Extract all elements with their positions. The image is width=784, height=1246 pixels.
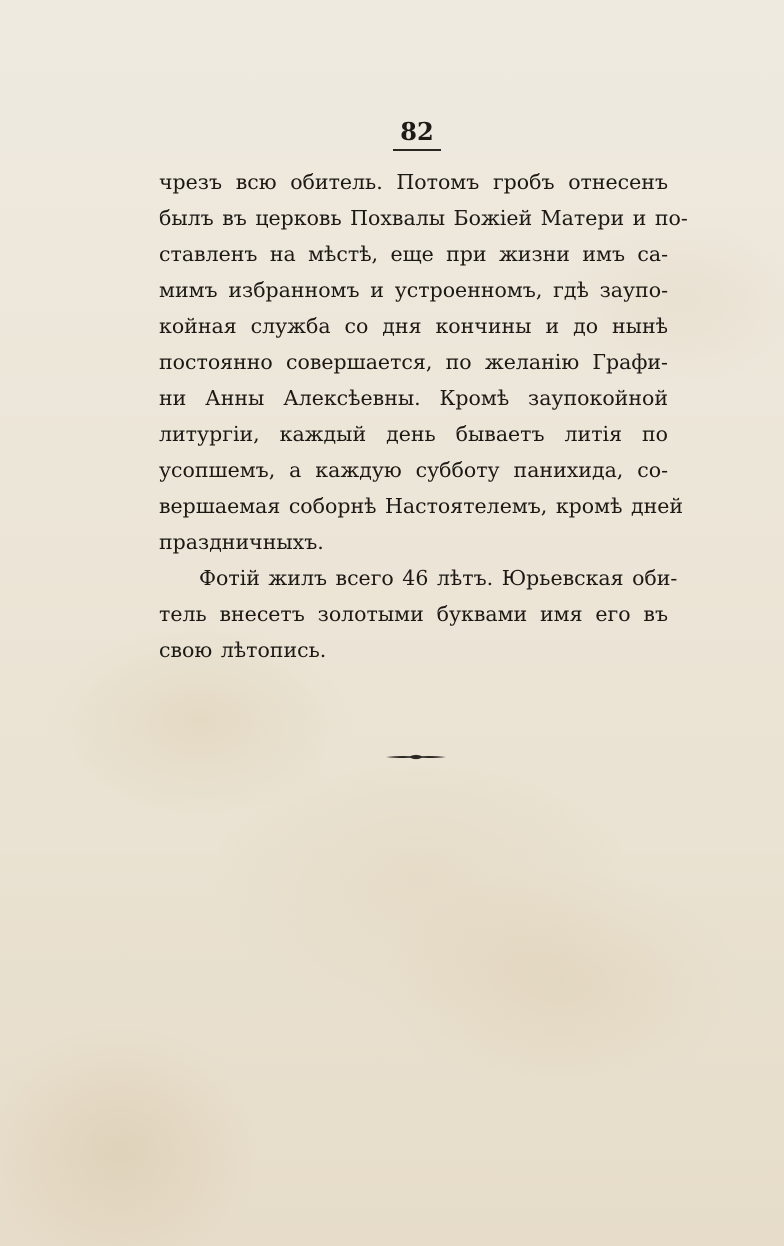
- end-ornament-icon: [384, 750, 448, 764]
- text-line: постоянно совершается, по желанію Графи-: [159, 350, 668, 374]
- text-line: былъ въ церковь Похвалы Божіей Матери и по-: [159, 206, 688, 230]
- text-line: праздничныхъ.: [159, 530, 324, 554]
- text-line: Фотій жилъ всего 46 лѣтъ. Юрьевская оби-: [199, 566, 678, 590]
- text-line: чрезъ всю обитель. Потомъ гробъ отнесенъ: [159, 170, 668, 194]
- page-number: 82: [400, 117, 434, 146]
- text-line: усопшемъ, а каждую субботу панихида, со-: [159, 458, 668, 482]
- text-line: ставленъ на мѣстѣ, еще при жизни имъ са-: [159, 242, 668, 266]
- text-line: тель внесетъ золотыми буквами имя его въ: [159, 602, 668, 626]
- paragraph: [159, 164, 688, 560]
- text-line: литургіи, каждый день бываетъ литія по: [159, 422, 668, 446]
- body-text: [159, 164, 688, 668]
- text-line: ни Анны Алексѣевны. Кромѣ заупокойной: [159, 386, 668, 410]
- text-line: вершаемая соборнѣ Настоятелемъ, кромѣ дней: [159, 494, 684, 518]
- text-line: койная служба со дня кончины и до нынѣ: [159, 314, 668, 338]
- text-line: свою лѣтопись.: [159, 638, 327, 662]
- paragraph: [159, 560, 678, 668]
- page-number-rule: [393, 149, 441, 151]
- text-line: мимъ избранномъ и устроенномъ, гдѣ заупо-: [159, 278, 668, 302]
